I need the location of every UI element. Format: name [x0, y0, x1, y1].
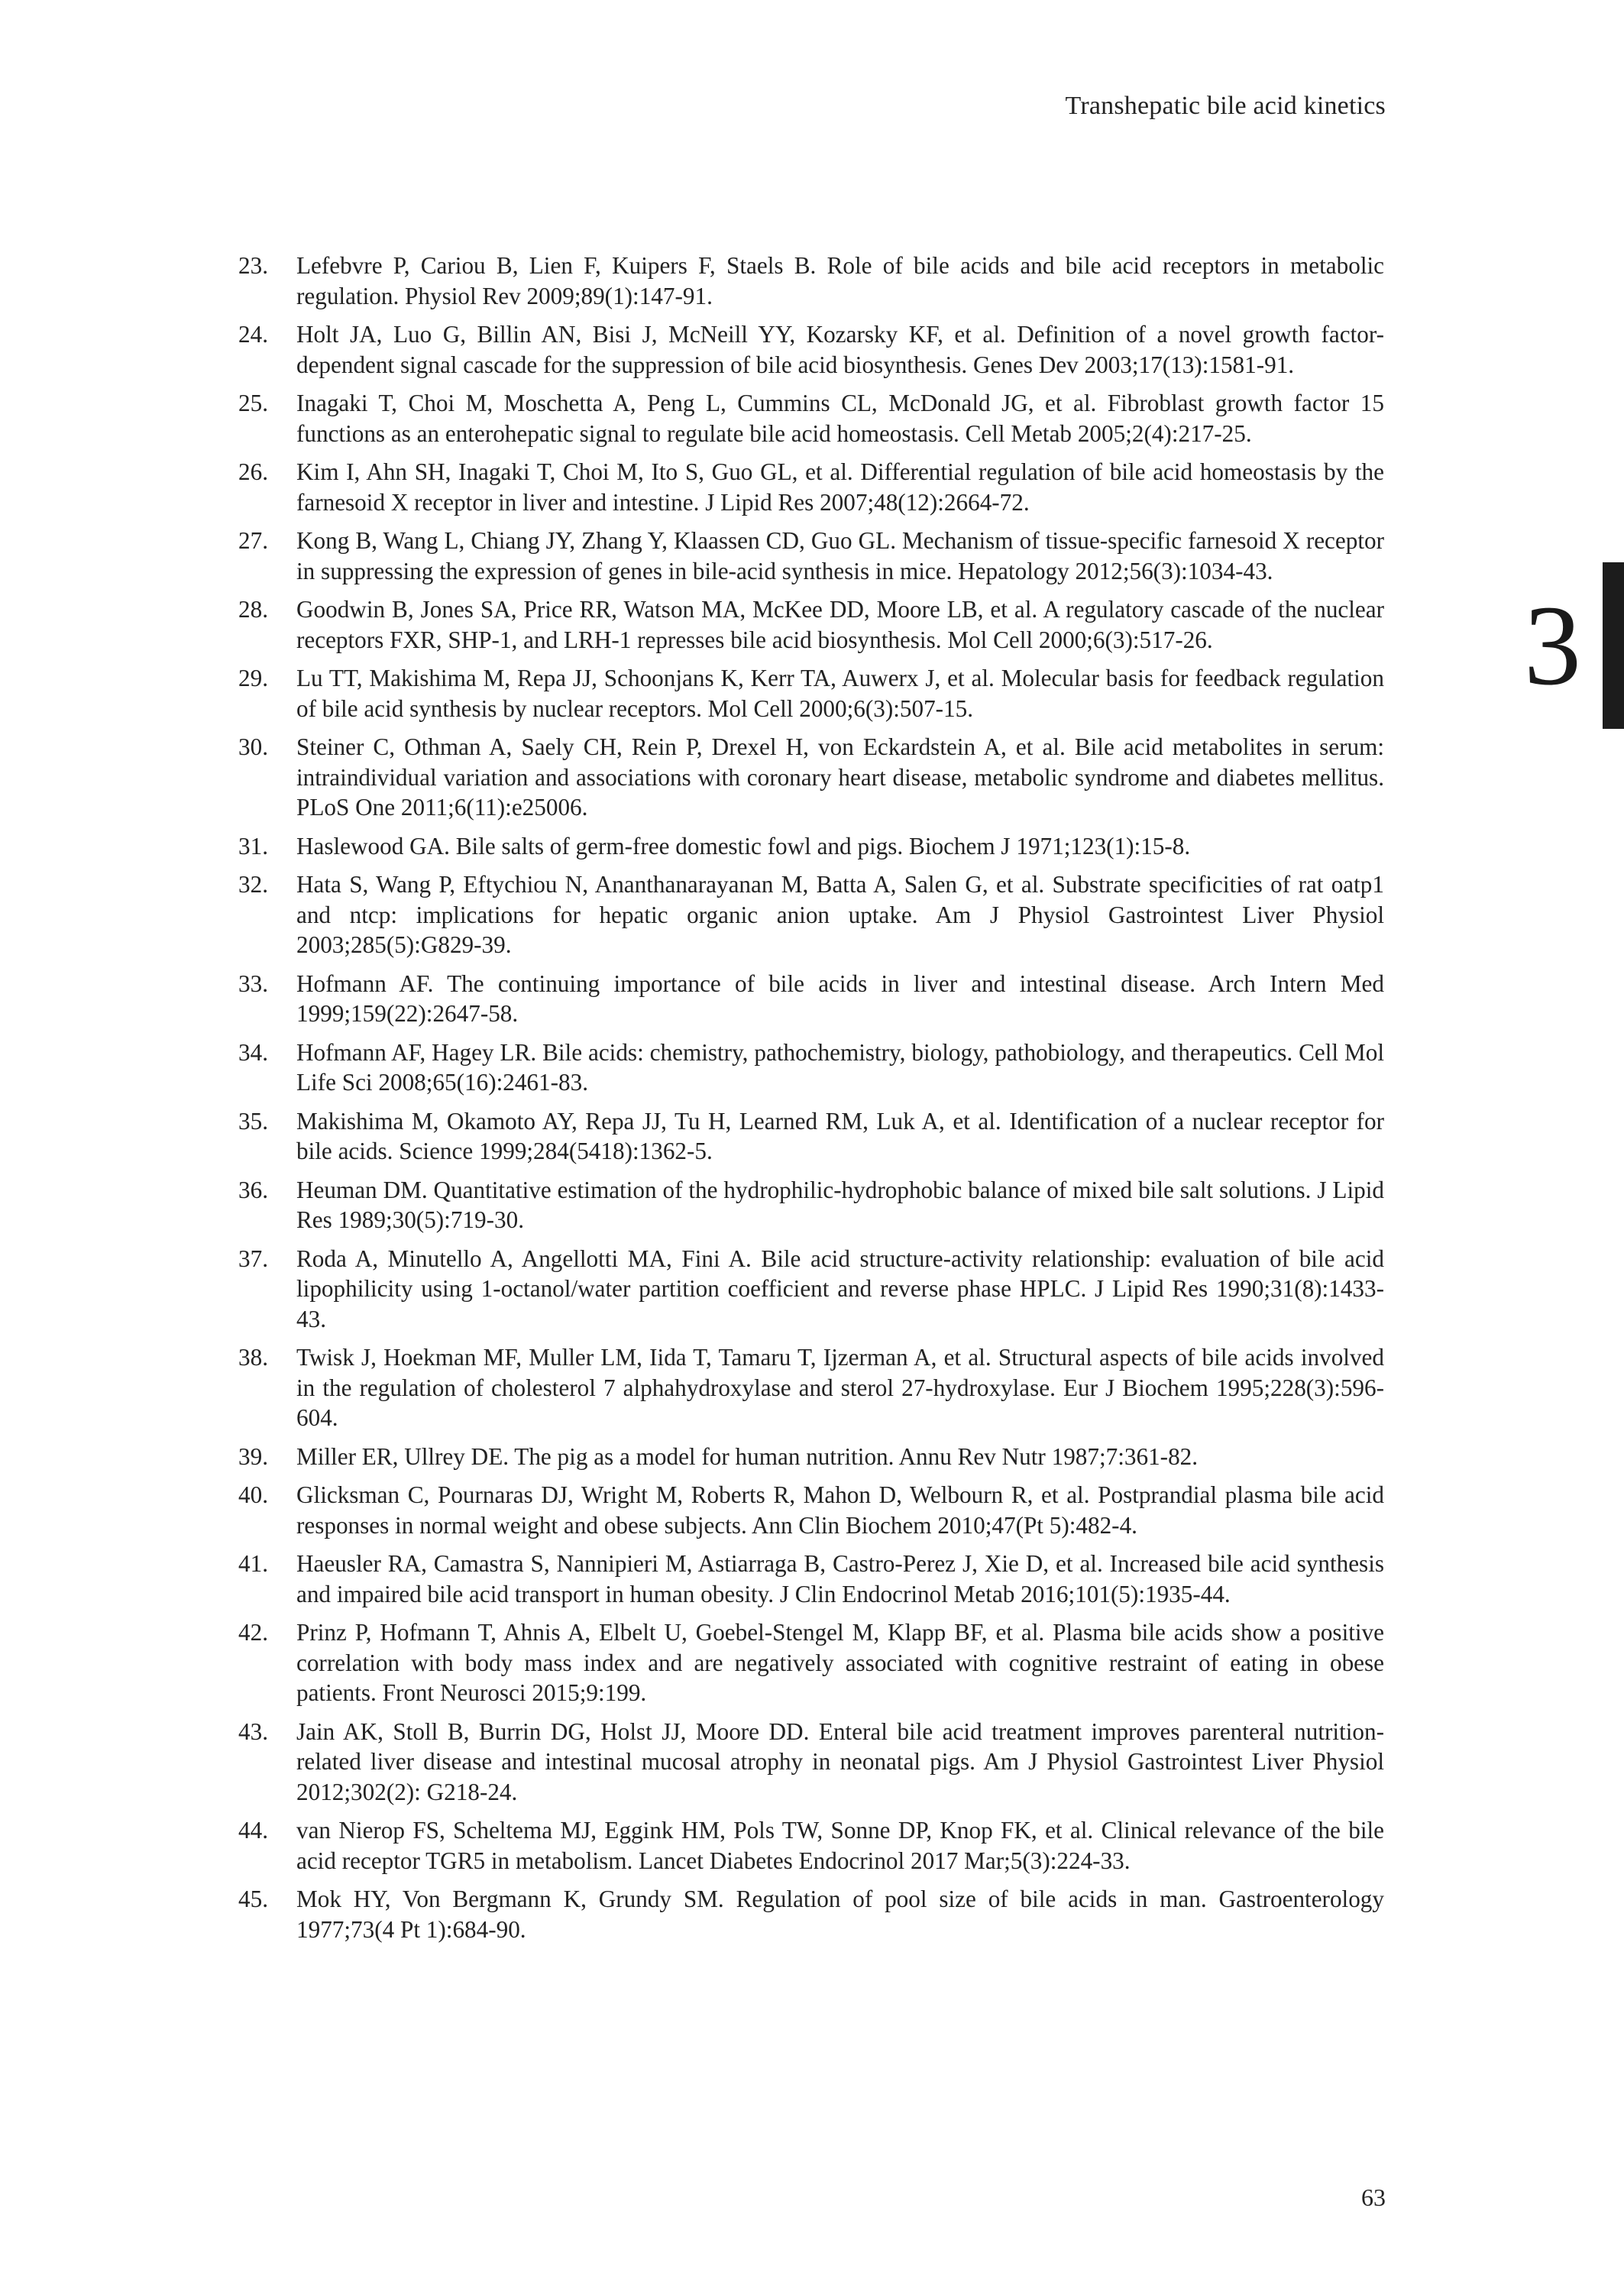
- reference-item: [238, 1480, 1386, 1540]
- reference-number: 37.: [238, 1245, 268, 1272]
- reference-text: Prinz P, Hofmann T, Ahnis A, Elbelt U, Goebel-Stengel M, Klapp BF, et al. Plasma bile acids show a positive correlation with body mass index and are negatively associated with cognitive restraint of eating in obese patients. Front Neurosci 2015;9:199.: [296, 1619, 1384, 1706]
- reference-number: 39.: [238, 1442, 268, 1470]
- reference-text: Roda A, Minutello A, Angellotti MA, Fini A. Bile acid structure-activity relationship: evaluation of bile acid lipophilicity using 1-octanol/water partition coefficient and reverse phase HPLC. J Lipid Res 1990;31(8):1433-43.: [296, 1245, 1384, 1332]
- reference-number: 35.: [238, 1107, 268, 1135]
- reference-item: [238, 969, 1386, 1029]
- reference-text: Glicksman C, Pournaras DJ, Wright M, Roberts R, Mahon D, Welbourn R, et al. Postprandial plasma bile acid responses in normal weight and obese subjects. Ann Clin Biochem 2010;47(Pt 5):482-4.: [296, 1481, 1384, 1539]
- reference-item: [238, 388, 1386, 448]
- reference-list: [238, 251, 1386, 1953]
- reference-text: Goodwin B, Jones SA, Price RR, Watson MA, McKee DD, Moore LB, et al. A regulatory cascade of the nuclear receptors FXR, SHP-1, and LRH-1 represses bile acid biosynthesis. Mol Cell 2000;6(3):517-26.: [296, 596, 1384, 653]
- reference-item: [238, 732, 1386, 823]
- reference-text: Lu TT, Makishima M, Repa JJ, Schoonjans K, Kerr TA, Auwerx J, et al. Molecular basis for feedback regulation of bile acid synthesis by nuclear receptors. Mol Cell 2000;6(3):507-15.: [296, 665, 1384, 722]
- reference-text: Hofmann AF. The continuing importance of bile acids in liver and intestinal disease. Arch Intern Med 1999;159(22):2647-58.: [296, 970, 1384, 1027]
- reference-text: Holt JA, Luo G, Billin AN, Bisi J, McNeill YY, Kozarsky KF, et al. Definition of a novel growth factor-dependent signal cascade for the suppression of bile acid biosynthesis. Genes Dev 2003;17(13):1581-91.: [296, 321, 1384, 378]
- reference-number: 24.: [238, 321, 268, 348]
- reference-item: [238, 1717, 1386, 1808]
- reference-text: Haeusler RA, Camastra S, Nannipieri M, Astiarraga B, Castro-Perez J, Xie D, et al. Increased bile acid synthesis and impaired bile acid transport in human obesity. J Clin Endocrinol Metab 2016;101(5):1935-44.: [296, 1550, 1384, 1607]
- reference-number: 28.: [238, 596, 268, 623]
- reference-number: 33.: [238, 970, 268, 997]
- reference-item: [238, 1038, 1386, 1098]
- reference-number: 25.: [238, 390, 268, 416]
- reference-number: 40.: [238, 1481, 268, 1508]
- reference-item: [238, 1815, 1386, 1876]
- reference-text: Mok HY, Von Bergmann K, Grundy SM. Regulation of pool size of bile acids in man. Gastroenterology 1977;73(4 Pt 1):684-90.: [296, 1886, 1384, 1943]
- reference-text: Haslewood GA. Bile salts of germ-free domestic fowl and pigs. Biochem J 1971;123(1):15-8.: [296, 832, 1191, 860]
- reference-text: Hofmann AF, Hagey LR. Bile acids: chemistry, pathochemistry, biology, pathobiology, and therapeutics. Cell Mol Life Sci 2008;65(16):2461-83.: [296, 1038, 1384, 1096]
- reference-item: [238, 869, 1386, 960]
- reference-number: 45.: [238, 1886, 268, 1912]
- reference-number: 43.: [238, 1717, 268, 1745]
- reference-text: Steiner C, Othman A, Saely CH, Rein P, Drexel H, von Eckardstein A, et al. Bile acid metabolites in serum: intraindividual variation and associations with coronary heart disease, metabolic syndrome and diabetes mellitus. PLoS One 2011;6(11):e25006.: [296, 733, 1384, 821]
- running-header: Transhepatic bile acid kinetics: [1065, 92, 1386, 120]
- reference-number: 30.: [238, 733, 268, 760]
- reference-number: 41.: [238, 1550, 268, 1577]
- page-number: 63: [1361, 2184, 1386, 2211]
- reference-item: [238, 1549, 1386, 1609]
- reference-item: [238, 1175, 1386, 1235]
- reference-item: [238, 831, 1386, 862]
- reference-text: Kong B, Wang L, Chiang JY, Zhang Y, Klaassen CD, Guo GL. Mechanism of tissue-specific farnesoid X receptor in suppressing the expression of genes in bile-acid synthesis in mice. Hepatology 2012;56(3):1034-43.: [296, 527, 1384, 584]
- chapter-number: 3: [1524, 582, 1581, 709]
- reference-text: Twisk J, Hoekman MF, Muller LM, Iida T, Tamaru T, Ijzerman A, et al. Structural aspects of bile acids involved in the regulation of cholesterol 7 alphahydroxylase and sterol 27-hydroxylase. Eur J Biochem 1995;228(3):596-604.: [296, 1344, 1384, 1431]
- reference-text: Kim I, Ahn SH, Inagaki T, Choi M, Ito S, Guo GL, et al. Differential regulation of bile acid homeostasis by the farnesoid X receptor in liver and intestine. J Lipid Res 2007;48(12):2664-72.: [296, 458, 1384, 516]
- reference-number: 32.: [238, 871, 268, 898]
- reference-text: Lefebvre P, Cariou B, Lien F, Kuipers F, Staels B. Role of bile acids and bile acid receptors in metabolic regulation. Physiol Rev 2009;89(1):147-91.: [296, 252, 1384, 309]
- reference-number: 31.: [238, 832, 268, 860]
- reference-item: [238, 1244, 1386, 1335]
- reference-text: Makishima M, Okamoto AY, Repa JJ, Tu H, Learned RM, Luk A, et al. Identification of a nuclear receptor for bile acids. Science 1999;284(5418):1362-5.: [296, 1107, 1384, 1164]
- reference-number: 23.: [238, 252, 268, 279]
- reference-text: van Nierop FS, Scheltema MJ, Eggink HM, Pols TW, Sonne DP, Knop FK, et al. Clinical relevance of the bile acid receptor TGR5 in metabolism. Lancet Diabetes Endocrinol 2017 Mar;5(3):224-33.: [296, 1817, 1384, 1874]
- chapter-tab-bar: [1603, 562, 1624, 729]
- reference-item: [238, 1884, 1386, 1944]
- reference-item: [238, 663, 1386, 724]
- reference-text: Miller ER, Ullrey DE. The pig as a model for human nutrition. Annu Rev Nutr 1987;7:361-82.: [296, 1442, 1199, 1470]
- reference-item: [238, 457, 1386, 517]
- reference-text: Jain AK, Stoll B, Burrin DG, Holst JJ, Moore DD. Enteral bile acid treatment improves parenteral nutrition-related liver disease and intestinal mucosal atrophy in neonatal pigs. Am J Physiol Gastrointest Liver Physiol 2012;302(2): G218-24.: [296, 1717, 1384, 1805]
- reference-item: [238, 1617, 1386, 1708]
- reference-number: 27.: [238, 527, 268, 554]
- reference-number: 26.: [238, 458, 268, 485]
- reference-item: [238, 594, 1386, 655]
- reference-text: Hata S, Wang P, Eftychiou N, Ananthanarayanan M, Batta A, Salen G, et al. Substrate specificities of rat oatp1 and ntcp: implications for hepatic organic anion uptake. Am J Physiol Gastrointest Liver Physiol 2003;285(5):G829-39.: [296, 871, 1384, 958]
- reference-number: 34.: [238, 1038, 268, 1066]
- reference-text: Heuman DM. Quantitative estimation of the hydrophilic-hydrophobic balance of mixed bile salt solutions. J Lipid Res 1989;30(5):719-30.: [296, 1176, 1384, 1233]
- reference-number: 42.: [238, 1619, 268, 1646]
- reference-text: Inagaki T, Choi M, Moschetta A, Peng L, Cummins CL, McDonald JG, et al. Fibroblast growth factor 15 functions as an enterohepatic signal to regulate bile acid homeostasis. Cell Metab 2005;2(4):217-25.: [296, 390, 1384, 447]
- reference-item: [238, 251, 1386, 311]
- reference-item: [238, 1442, 1386, 1472]
- reference-item: [238, 1342, 1386, 1433]
- reference-number: 29.: [238, 665, 268, 691]
- reference-item: [238, 526, 1386, 586]
- reference-item: [238, 319, 1386, 380]
- reference-item: [238, 1106, 1386, 1167]
- reference-number: 38.: [238, 1344, 268, 1371]
- reference-number: 44.: [238, 1817, 268, 1844]
- reference-number: 36.: [238, 1176, 268, 1203]
